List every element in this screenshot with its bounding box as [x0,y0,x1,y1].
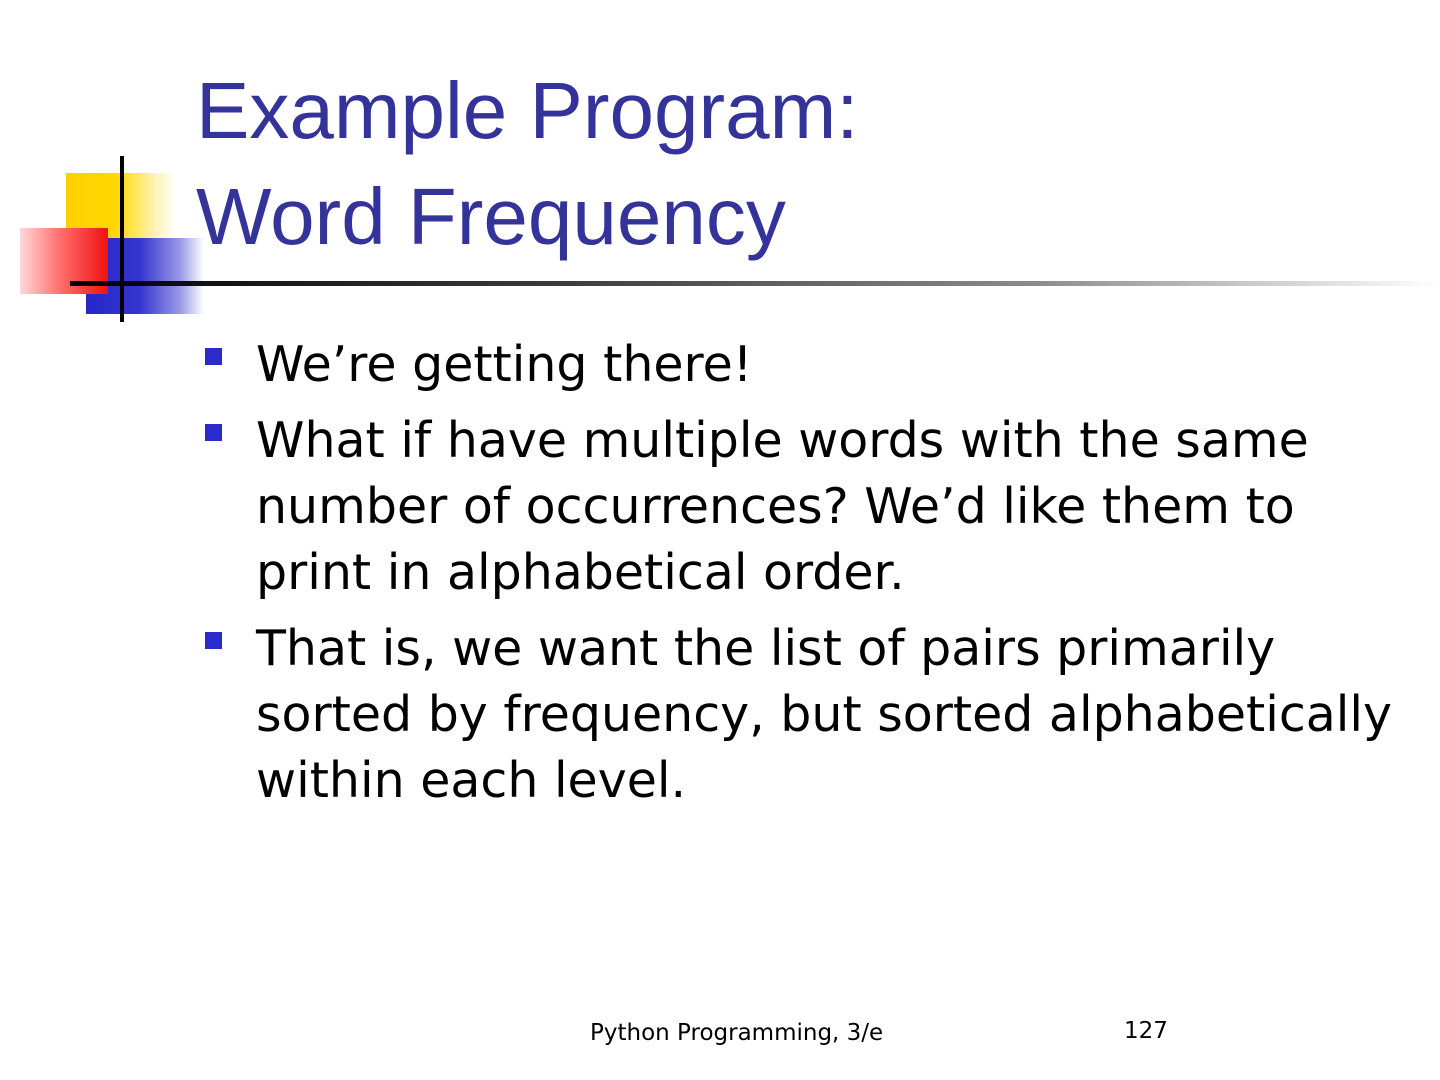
bullet-list [200,332,1400,824]
bullet-text-line: number of occurrences? We’d like them to [256,478,1295,535]
bullet-text-line: What if have multiple words with the same [256,412,1309,469]
decoration-vertical-line [120,156,124,322]
square-bullet-icon [205,424,222,441]
slide-title-line-1: Example Program: [196,66,859,155]
bullet-text-line: within each level. [256,752,687,809]
square-bullet-icon [205,348,222,365]
bullet-item-3 [200,616,1400,814]
bullet-text [256,332,1400,398]
square-bullet-icon [205,632,222,649]
bullet-text-line: That is, we want the list of pairs primarily [256,620,1276,677]
bullet-text [256,408,1400,606]
slide-title [196,58,858,270]
bullet-text [256,616,1400,814]
title-underline-rule [70,281,1440,286]
slide-title-line-2: Word Frequency [196,172,786,261]
bullet-item-2 [200,408,1400,606]
bullet-text-line: sorted by frequency, but sorted alphabetically [256,686,1393,743]
bullet-item-1 [200,332,1400,398]
bullet-text-line: We’re getting there! [256,336,753,393]
bullet-text-line: print in alphabetical order. [256,544,905,601]
page-number: 127 [1124,1018,1168,1044]
footer-book-title: Python Programming, 3/e [590,1020,884,1046]
